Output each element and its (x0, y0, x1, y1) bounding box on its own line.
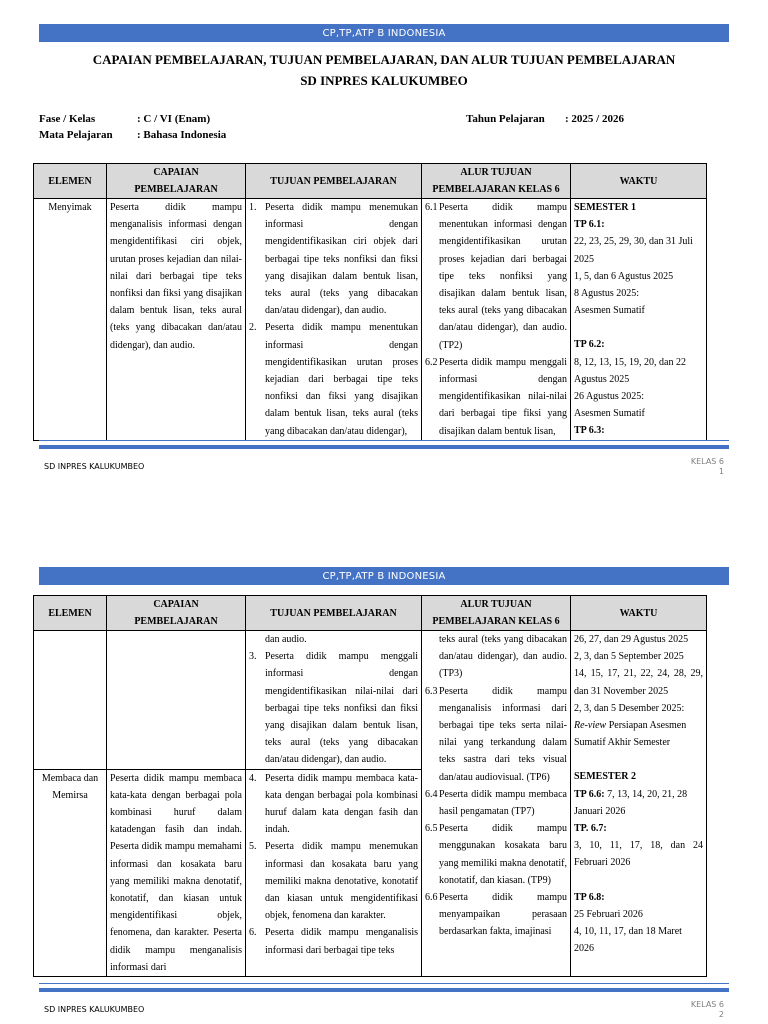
schedule-line: 4, 10, 11, 17, dan 18 Maret 2026 (574, 926, 682, 955)
school-title: SD INPRES KALUKUMBEO (300, 73, 468, 88)
spacer (574, 319, 703, 336)
footer-rule (39, 440, 729, 441)
col-waktu: WAKTU (571, 164, 707, 199)
atp-item: 6.4 Peserta didik mampu membaca hasil pengamatan (TP7) (425, 788, 567, 818)
schedule-line: 1, 5, dan 6 Agustus 2025 (574, 270, 674, 282)
fase-value: : C / VI (Enam) (137, 113, 211, 125)
col-cp: CAPAIAN PEMBELAJARAN (107, 596, 246, 631)
atp-item: 6.5 Peserta didik mampu menggunakan kosakata baru yang memiliki makna denotatif, konotatif, dan kiasan. (TP9) (425, 823, 567, 886)
col-cp: CAPAIAN PEMBELAJARAN (107, 164, 246, 199)
semester-2-label: SEMESTER 2 (574, 771, 636, 783)
elemen-cell: Membaca dan Memirsa (34, 769, 107, 976)
schedule-line: 3, 10, 11, 17, 18, dan 24 Februari 2026 (574, 840, 703, 869)
tp-item: 2. Peserta didik mampu menentukan informasi dengan mengidentifikasikan urutan proses kejadian dari berbagai tipe teks nonfiksi dan fiksi yang disajikan dalam bentuk lisan, teks aural (teks yang dibacakan dan/atau didengar), (249, 322, 418, 437)
waktu-cell (571, 631, 707, 977)
tp-label: TP 6.3: (574, 425, 605, 437)
curriculum-table-page2 (33, 595, 707, 977)
footer-school: SD INPRES KALUKUMBEO (44, 462, 145, 471)
schedule-line: 25 Februari 2026 (574, 908, 643, 920)
footer-bar (39, 445, 729, 449)
col-waktu: WAKTU (571, 596, 707, 631)
semester-1-label: SEMESTER 1 (574, 202, 636, 213)
schedule-line: 2, 3, dan 5 Desember 2025: (574, 702, 685, 714)
atp-item: 6.3 Peserta didik mampu menganalisis informasi dari berbagai tipe teks serta nilai-nilai yang terkandung dalam teks sastra dari teks visual dan/atau audiovisual. (TP6) (425, 685, 567, 783)
tp-item: 1. Peserta didik mampu menemukan informasi dengan mengidentifikasikan ciri objek dari berbagai tipe teks nonfiksi dan fiksi yang disajikan dalam bentuk lisan, teks aural (teks yang dibacakan dan/atau didengar), dan audio. (249, 202, 418, 317)
schedule-line: 26, 27, dan 29 Agustus 2025 (574, 634, 689, 645)
tahun-value: : 2025 / 2026 (565, 113, 624, 125)
cp-cell (107, 631, 246, 770)
tp-cell (246, 199, 422, 441)
tp-label: TP 6.1: (574, 219, 605, 231)
col-elemen: ELEMEN (34, 596, 107, 631)
schedule-line: 22, 23, 25, 29, 30, dan 31 Juli 2025 (574, 236, 693, 265)
waktu-cell (571, 199, 707, 441)
atp-continuation: teks aural (teks yang dibacakan dan/atau didengar), dan audio. (TP3) (439, 634, 567, 680)
mapel-value: : Bahasa Indonesia (137, 129, 227, 141)
atp-item: 6.1 Peserta didik mampu menentukan informasi dengan mengidentifikasikan urutan proses kejadian dari berbagai tipe teks nonfiksi yang disajikan dalam bentuk lisan, teks aural (teks yang dibacakan dan/atau didengar), dan audio. (TP2) (425, 202, 567, 351)
col-tp: TUJUAN PEMBELAJARAN (246, 164, 422, 199)
cp-cell: Peserta didik mampu menganalisis informasi dengan mengidentifikasi ciri objek, urutan proses kejadian dan nilai-nilai dari berbagai tipe teks nonfiksi dan fiksi yang disajikan dalam bentuk lisan, teks aural (teks yang dibacakan dan/atau didengar), dan audio. (107, 199, 246, 441)
atp-item: 6.6 Peserta didik mampu menyampaikan perasaan berdasarkan fakta, imajinasi (425, 892, 567, 938)
schedule-line: 8 Agustus 2025: (574, 288, 640, 300)
tp-item: 4. Peserta didik mampu membaca kata-kata dengan berbagai pola kombinasi huruf dalam kata dengan fasih dan indah. (249, 772, 418, 836)
tp-continuation: dan audio. (265, 634, 307, 645)
footer-page-info (691, 457, 724, 477)
elemen-cell (34, 631, 107, 770)
tp-cell (246, 769, 422, 976)
tp-item: 6. Peserta didik mampu menganalisis informasi dari berbagai tipe teks (249, 927, 418, 956)
tp-label: TP 6.2: (574, 339, 605, 351)
page-number: 1 (718, 467, 724, 476)
header-banner: CP,TP,ATP B INDONESIA (39, 567, 729, 585)
col-atp: ALUR TUJUAN PEMBELAJARAN KELAS 6 (422, 596, 571, 631)
col-tp: TUJUAN PEMBELAJARAN (246, 596, 422, 631)
schedule-line: 2, 3, dan 5 September 2025 (574, 651, 684, 663)
page-number: 2 (718, 1010, 724, 1019)
footer-bar (39, 988, 729, 992)
schedule-line: 14, 15, 17, 21, 22, 24, 28, 29, dan 31 November 2025 (574, 668, 703, 697)
footer-school: SD INPRES KALUKUMBEO (44, 1005, 145, 1014)
schedule-line: 8, 12, 13, 15, 19, 20, dan 22 Agustus 2025 (574, 356, 686, 385)
footer-rule (39, 983, 729, 984)
footer-kelas: KELAS 6 (690, 457, 724, 466)
footer-kelas: KELAS 6 (690, 1000, 724, 1009)
atp-cell (422, 199, 571, 441)
document-title: CAPAIAN PEMBELAJARAN, TUJUAN PEMBELAJARAN, DAN ALUR TUJUAN PEMBELAJARAN (92, 52, 676, 67)
spacer (574, 751, 703, 768)
tp-label: TP. 6.7: (574, 823, 607, 835)
schedule-line: 26 Agustus 2025: (574, 391, 645, 403)
curriculum-table-page1 (33, 163, 707, 441)
tp-item: 3. Peserta didik mampu menggali informasi dengan mengidentifikasikan nilai-nilai dari berbagai tipe teks nonfiksi dan fiksi yang disajikan dalam bentuk lisan, teks aural (teks yang dibacakan dan/atau didengar), dan audio. (249, 651, 418, 766)
tp-label: TP 6.8: (574, 891, 605, 903)
col-elemen: ELEMEN (34, 164, 107, 199)
tp-cell (246, 631, 422, 770)
tp-item: 5. Peserta didik mampu menemukan informasi dan kosakata baru yang memiliki makna denotative, konotatif dan kiasan untuk mengidentifikasi objek, fenomena dan karakter. (249, 841, 418, 922)
review-line: Re-view Persiapan Asesmen Sumatif Akhir Semester (574, 720, 687, 749)
mapel-label: Mata Pelajaran (39, 129, 113, 141)
spacer (574, 872, 703, 889)
header-banner: CP,TP,ATP B INDONESIA (39, 24, 729, 42)
schedule-line: TP 6.6: 7, 13, 14, 20, 21, 28 Januari 2026 (574, 788, 688, 817)
tahun-label: Tahun Pelajaran (466, 113, 545, 125)
col-atp: ALUR TUJUAN PEMBELAJARAN KELAS 6 (422, 164, 571, 199)
schedule-line: Asesmen Sumatif (574, 408, 645, 420)
footer-page-info (691, 1000, 724, 1020)
schedule-line: Asesmen Sumatif (574, 305, 645, 317)
elemen-cell: Menyimak (34, 199, 107, 441)
cp-cell: Peserta didik mampu membaca kata-kata dengan berbagai pola kombinasi huruf dalam katadengan fasih dan indah. Peserta didik mampu memahami informasi dan kosakata baru yang memiliki makna denotatif, konotatif, dan kiasan untuk mengidentifikasi objek, fenomena, dan karakter. Peserta didik mampu menganalisis informasi dari (107, 769, 246, 976)
fase-label: Fase / Kelas (39, 113, 96, 125)
atp-cell (422, 631, 571, 977)
atp-item: 6.2 Peserta didik mampu menggali informasi dengan mengidentifikasikan nilai-nilai dari berbagai tipe fiksi yang disajikan dalam bentuk lisan, (425, 356, 567, 437)
